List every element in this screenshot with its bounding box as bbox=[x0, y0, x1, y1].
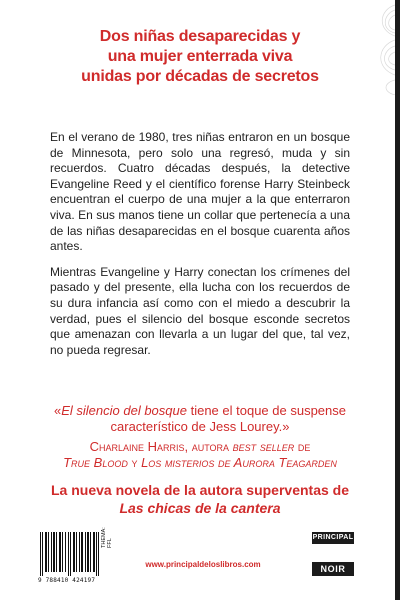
quote-work: Los misterios de Aurora Teagarden bbox=[141, 455, 337, 470]
closing-statement bbox=[30, 481, 370, 517]
publisher-logo-bottom: NOIR bbox=[312, 562, 354, 576]
tagline-line: Dos niñas desaparecidas y bbox=[99, 28, 301, 45]
thema-code: THEMA: FFL bbox=[101, 527, 113, 548]
fingerprint-pattern bbox=[369, 0, 395, 95]
barcode bbox=[38, 532, 100, 576]
publisher-logo-top: PRINCIPAL bbox=[312, 532, 354, 544]
closing-title bbox=[30, 499, 370, 517]
synopsis-paragraph: Mientras Evangeline y Harry conectan los crímenes del pasado y del presente, ella lucha con los recuerdos de su dura infancia así como con el miedo a descubrir la verdad, pues el silencio del bosque esconde secretos que amenazan con llevarla a un lugar del que, tal vez, no pueda regresar. bbox=[50, 264, 350, 357]
tagline bbox=[60, 27, 340, 87]
quote-attribution bbox=[40, 439, 360, 471]
blurb-quote bbox=[40, 403, 360, 471]
quote-body: tiene el toque de suspense característico de Jess Lourey.» bbox=[110, 403, 346, 434]
publisher-website[interactable]: www.principaldeloslibros.com bbox=[145, 560, 261, 569]
quote-author-role: , autora bbox=[184, 439, 233, 454]
barcode-bars bbox=[38, 532, 100, 576]
quote-connector: de bbox=[294, 439, 311, 454]
publisher-logo bbox=[312, 532, 354, 578]
quote-text bbox=[40, 403, 360, 435]
quote-open: « bbox=[54, 403, 62, 418]
quote-author: Charlaine Harris bbox=[89, 439, 185, 454]
barcode-number: 9 788410 424197 bbox=[38, 577, 96, 584]
quote-work: True Blood bbox=[63, 455, 128, 470]
closing-book-title: Las chicas de la cantera bbox=[119, 500, 281, 516]
synopsis-paragraph: En el verano de 1980, tres niñas entraron en un bosque de Minnesota, pero solo una regresó, muda y sin recuerdos. Cuatro décadas después, la detective Evangeline Reed y el científico forense Harry Steinbeck encuentran el cuerpo de una mujer a la que enterraron viva. En sus manos tiene un collar que pertenecía a una de las niñas desaparecidas en el bosque cuarenta años antes. bbox=[50, 130, 350, 254]
closing-line: La nueva novela de la autora superventas de bbox=[51, 482, 349, 498]
quote-badge: best seller bbox=[232, 439, 295, 454]
quote-connector: y bbox=[127, 455, 142, 470]
tagline-line: unidas por décadas de secretos bbox=[81, 68, 319, 85]
spine-edge bbox=[395, 0, 400, 600]
synopsis bbox=[50, 130, 350, 368]
quote-book-title: El silencio del bosque bbox=[61, 403, 187, 418]
tagline-line: una mujer enterrada viva bbox=[107, 48, 293, 65]
